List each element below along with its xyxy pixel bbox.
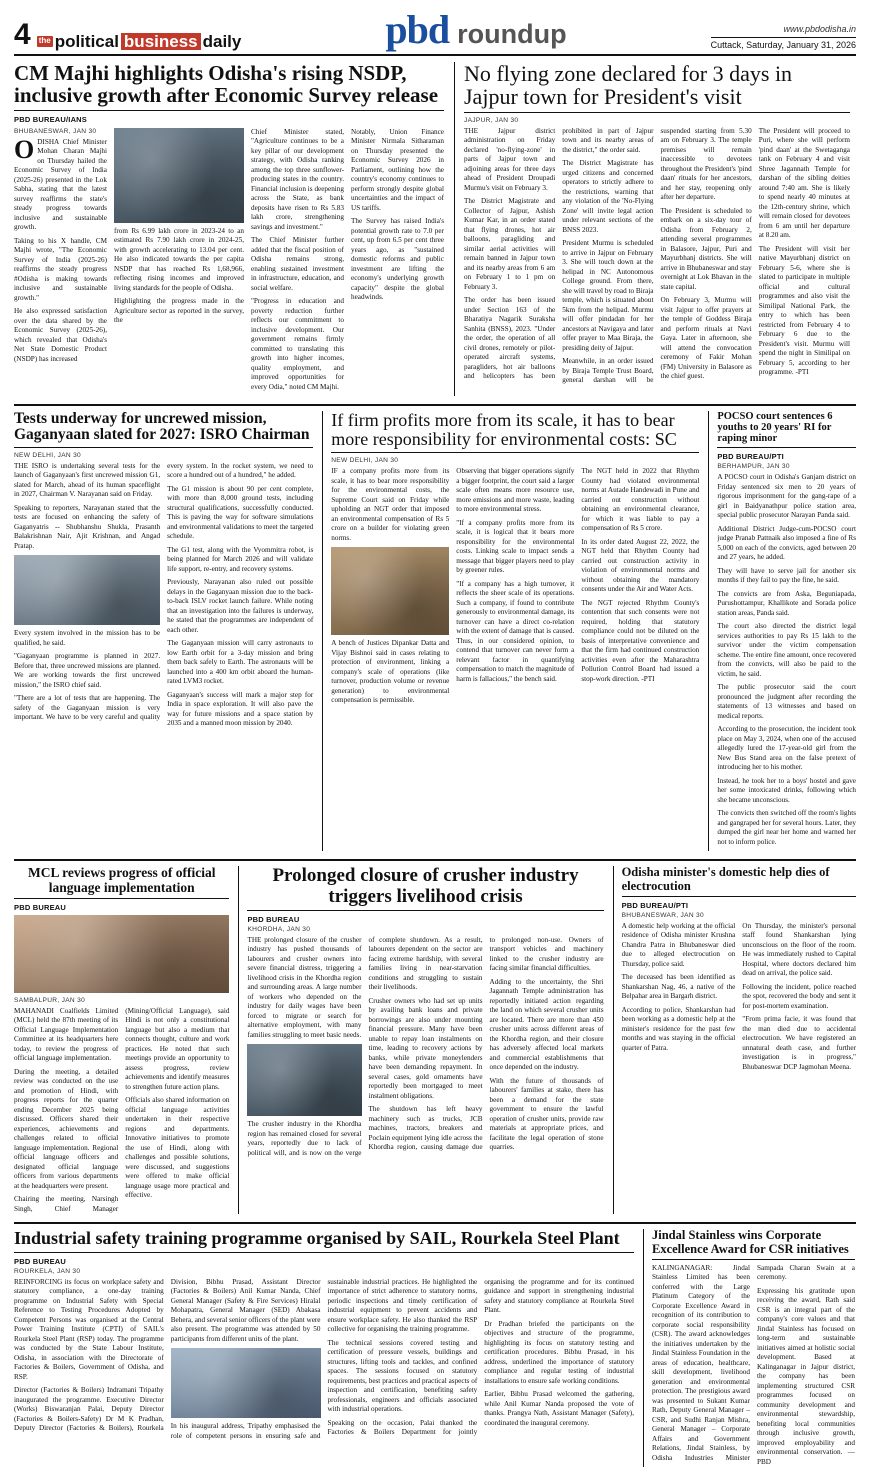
logo-daily: daily <box>202 32 242 51</box>
posco-dateline: BERHAMPUR, JAN 30 <box>717 463 790 471</box>
paragraph: Notably, Union Finance Minister Nirmala Sitharaman on Thursday presented the Economic Survey 2026 in Parliament, outlining how the country's economy continues to perform strongly despite global uncertainties and the impact of US tariffs. <box>351 127 444 212</box>
electrocution-dateline: BHUBANESWAR, JAN 30 <box>621 911 704 919</box>
electrocution-byline: PBD BUREAU/PTI <box>621 900 689 910</box>
paragraph: IF a company profits more from its scale, it has to bear more responsibility for the environmental costs, the Supreme Court said on Friday while upholding an NGT order that imposed an environmental compensation of Rs 5 crore on a builder for violating green norms. <box>331 467 450 542</box>
gaganyaan-story <box>14 411 313 851</box>
paragraph: Officials also shared information on official language activities undertaken in their respective regions and departments. Innovative initiatives to promote the use of Hindi, along with challenges and possible solutions, were discussed, and suggestions were offered to make official language usage more practical and effective. <box>125 1096 230 1200</box>
mcl-body <box>14 1007 229 1215</box>
paragraph: The deceased has been identified as Shankarshan Nag, 46, a native of the Belpahar area in Bargarh district. <box>621 973 736 1001</box>
paragraph: The District Magistrate has urged citizens and concerned operators to strictly adhere to the restrictions, warning that any violation of the 'No-Flying Zone' will invite legal action under relevant sections of the BNSS 2023. <box>562 159 654 234</box>
sail-photo-wrap <box>171 1348 321 1418</box>
no-fly-zone-story <box>454 62 850 396</box>
paragraph: KALINGANAGAR: Jindal Stainless Limited has been conferred with the Large Platinum Category of the Corporate Excellence Award in recognition of its contribution to corporate social responsibility (CSR). The award acknowledges the initiatives undertaken by the Jindal Stainless Foundation in the areas of education, healthcare, skill development, livelihood generation and environmental protection. The prestigious award was presented to Sukant Kumar Rath, Deputy General Manager – CSR, and Sudhi Ranjan Mishra, General Manager – Corporate Affairs and Government Relations, Jindal Stainless, by Odisha Industries Minister Sampada Charan Swain at a ceremony. <box>652 1263 855 1462</box>
paragraph: On Thursday, the minister's personal staff found Shankarshan lying unconscious on the floor of the room. He was immediately rushed to Capital Hospital, where doctors declared him dead on arrival, the police said. <box>742 921 856 978</box>
gaganyaan-photo-wrap <box>14 555 160 625</box>
divider <box>652 1259 855 1260</box>
divider <box>14 1252 634 1253</box>
crusher-photo <box>247 1044 361 1116</box>
no-fly-headline: No flying zone declared for 3 days in Jajpur town for President's visit <box>464 61 793 110</box>
sail-story <box>14 1229 634 1467</box>
jindal-body <box>652 1264 855 1468</box>
mid-section <box>14 404 856 851</box>
paragraph: Gaganyaan's success will mark a major step for India in space exploration. It will also pave the way for future missions and a space station by 2035 and a manned moon mission by 2040. <box>167 690 314 728</box>
mcl-byline: PBD BUREAU <box>14 902 67 912</box>
lead-story <box>14 62 444 396</box>
paragraph: Observing that bigger operations signify a bigger footprint, the court said a larger scale often means more resource use, more emissions and more waste, leading to more environmental stress. <box>456 467 575 514</box>
sail-body <box>14 1278 634 1442</box>
no-fly-dateline: JAJPUR, JAN 30 <box>464 116 519 124</box>
crusher-story <box>238 866 603 1214</box>
masthead-left <box>14 20 241 50</box>
paragraph: The convicts then switched off the room's lights and gangraped her for several hours. Later, they dumped the girl near her home and warned her not to inform police. <box>717 809 856 846</box>
paragraph: "If a company has a high turnover, it reflects the sheer scale of its operations. Such a company, if found to contribute generously to environmental damage, its turnover can have a direct co-relation with the extent of damage that is caused. Thus, in our considered opinion, to contend that turnover can never form a relevant factor in quantifying compensation to match the magnitude of harm is fallacious," the bench said. <box>456 579 575 683</box>
paragraph: MAHANADI Coalfields Limited (MCL) held the 87th meeting of its Official Language Implementation Committee at its headquarters here today, to review the progress of official language implementation. <box>14 1006 119 1063</box>
paragraph: THE prolonged closure of the crusher industry has pushed thousands of labourers and crusher owners into severe financial distress, triggering a livelihood crisis in the Khordha region and surrounding areas. A large number of workers who depended on the industry for daily wages have been forced to migrate or search for alternative employment, with many families struggling to meet basic needs. <box>247 935 362 1039</box>
paragraph: The NGT held in 2022 that Rhythm County had violated environmental norms at Autade Handewadi in Pune and carried out construction without obtaining an environmental clearance, for which it was liable to pay a compensation of Rs 5 crore. <box>581 467 700 533</box>
paragraph: A bench of Justices Dipankar Datta and Vijay Bishnoi said in cases relating to protection of environment, linking a company's scale of operations (like turnover, production volume or revenue generation) to environmental compensation is permissible. <box>331 639 450 705</box>
paragraph: In its order dated August 22, 2022, the NGT held that Rhythm County had carried out construction activity in violation of environmental norms and without obtaining the mandatory consents under the Air and Water Acts. <box>581 537 700 594</box>
lead-story-byline: PBD BUREAU/IANS <box>14 114 88 124</box>
paragraph: "If a company profits more from its scale, it is logical that it bears more responsibility for the environmental costs. Linking scale to impact sends a message that bigger players need to play by greener rules. <box>456 518 575 575</box>
divider <box>331 452 699 453</box>
place-and-date: Cuttack, Saturday, January 31, 2026 <box>711 37 856 50</box>
paragraph: The order has been issued under Section 163 of the Bharatiya Nagarik Suraksha Sanhita (BNSS), 2023. "Under the order, the operation of all civil drones, remotely or pilot-operated aircraft systems, paragliders, hot air balloons and helicopters has been prohibited in part of Jajpur town and its nearby areas of the district," the order said. <box>464 126 654 381</box>
paragraph: Speaking to reporters, Narayanan stated that the tests are focused on enhancing the safety of Gaganyatris -- Shubhanshu Shukla, Prasanth Balakrishnan Nair, Ajit Krishnan, and Angad Pratap. <box>14 503 161 550</box>
logo-political: political <box>54 32 119 51</box>
paragraph: The G1 mission is about 90 per cent complete, with more than 8,000 ground tests, including structural qualifications, successfully conducted. This is paving the way for software simulations and environmental validations to meet the targeted schedule. <box>167 484 314 541</box>
paragraph: According to the prosecution, the incident took place on May 3, 2024, when one of the accused allegedly lured the 17-year-old girl from the New Bus Stand area on the false pretext of introducing her to his mother. <box>717 725 856 772</box>
logo-business: business <box>121 33 201 50</box>
supreme-court-story <box>322 411 699 851</box>
paragraph: With the future of thousands of labourers' families at stake, there has been a demand for the state government to ensure the lawful operation of crusher units, provide raw materials at appropriate prices, and facilitate the legal operation of stone quarries. <box>489 1076 604 1152</box>
lead-col-3 <box>251 128 344 397</box>
paragraph: Chairing the meeting, Narsingh Singh, Chief Manager (Mining/Official Language), said Hindi is not only a constitutional language but also a medium that connects thought, culture and work practices. He noted that such meetings provide an opportunity to assess progress, review achievements and identify measures to strengthen future action plans. <box>14 1006 230 1213</box>
paragraph: REINFORCING its focus on workplace safety and statutory compliance, a one-day training programme on Industrial Safety with Special Reference to Testing Procedures Adopted by Competent Persons was organised at the Central Power Training Institute (CPTI) of SAIL's Rourkela Steel Plant (RSP) today. The programme was conducted by the State Labour Institute, Odisha, in association with the Directorate of Factories & Boilers, Government of Odisha, and RSP. <box>14 1277 164 1381</box>
paragraph: A domestic help working at the official residence of Odisha minister Krushna Chandra Patra in Bhubaneswar died due to alleged electrocution on Thursday, police said. <box>621 921 736 968</box>
website-url: www.pbdodisha.in <box>783 24 856 34</box>
divider <box>14 110 444 111</box>
crusher-body <box>247 936 603 1159</box>
paragraph: The President is scheduled to embark on a six-day tour of Odisha from February 2, attending several programmes in Balasore, Jajpur, Puri and Mayurbhanj districts. She will arrive in Bhubaneswar and stay overnight at Lok Bhavan in the state capital. <box>660 206 752 291</box>
sail-dateline: ROURKELA, JAN 30 <box>14 1267 81 1275</box>
paragraph: A POCSO court in Odisha's Ganjam district on Friday sentenced six men to 20 years of rigorous imprisonment for the gang-rape of a girl in Baidyanathpur police station area, special public prosecutor Narayan Panda said. <box>717 473 856 520</box>
electrocution-body <box>622 922 856 1073</box>
paragraph: During the meeting, a detailed review was conducted on the use and promotion of Hindi, with progress reports for the quarter ending December 2025 being discussed. Officers shared their experiences, achievements and challenges related to official language implementation. Regional official language officers and designated official language officers from various departments at the headquarters were present. <box>14 1067 119 1190</box>
lead-col-1 <box>14 128 107 397</box>
lead-story-headline: CM Majhi highlights Odisha's rising NSDP, inclusive growth after Economic Survey release <box>14 61 439 108</box>
mcl-headline: MCL reviews progress of official language implementation <box>27 865 216 895</box>
page-number: 4 <box>14 18 31 51</box>
top-section <box>14 62 856 396</box>
paragraph: Chief Minister stated, "Agriculture continues to be a key pillar of our development strategy, with Odisha ranking among the top three sunflower-producing states in the country. Financial inclusion is deepening across the State, as bank deposits have risen to Rs 5.83 lakh crore, strengthening savings and investment." <box>251 127 344 231</box>
crusher-byline: PBD BUREAU <box>247 914 300 924</box>
divider <box>247 910 603 911</box>
jindal-headline: Jindal Stainless wins Corporate Excellence Award for CSR initiatives <box>652 1228 849 1256</box>
paragraph: The President will proceed to Puri, where she will perform 'pind daan' at the Swetaganga tank on February 4 and visit Shree Jagannath Temple for darshan of the sibling deities around 7:40 am. She is likely to spend nearly 40 minutes at the 12th-century shrine, which will remain closed for devotees from 6 am until her departure at 8.20 am. <box>758 126 850 240</box>
paragraph: The shutdown has left heavy machinery such as trucks, JCB machines, tractors, breakers and Poclain equipment lying idle across the Khordha region, causing damage due to prolonged non-use. Owners of transport vehicles and machinery linked to the crusher industry are facing similar financial difficulties. <box>368 935 604 1152</box>
crusher-photo-wrap <box>247 1044 361 1116</box>
divider <box>464 112 850 113</box>
paragraph: President Murmu is scheduled to arrive in Jajpur on February 3. She will touch down at the helipad in NC Autonomous College ground. From there, she will travel by road to Biraja temple, which is situated about 5km from the helipad. Murmu will offer pindadan for her ancestors at Navigaya and later offer prayer to Maa Biraja, the presiding deity of Jajpur. <box>562 239 654 352</box>
paragraph: The technical sessions covered testing and certification of pressure vessels, buildings and structures, lifting tools and tackles, and confined spaces. The sessions focused on statutory requirements, best practices and practical aspects of inspection and certification, benefiting safety professionals, engineers and officials associated with industrial operations. <box>327 1338 478 1414</box>
paragraph: THE ISRO is undertaking several tests for the launch of Gaganyaan's first uncrewed mission G1, slated for March, ahead of its human spaceflight in 2027, Chairman V. Narayanan said on Friday. <box>14 461 161 499</box>
gaganyaan-body <box>14 462 313 729</box>
paragraph: Adding to the uncertainty, the Shri Jagannath Temple administration has reportedly initiated action regarding the land on which several crusher units are located. There are more than 450 crusher units across different areas of the Khordha region, and their closure has adversely affected local markets and commercial establishments that once depended on the industry. <box>489 977 604 1072</box>
paragraph: The Survey has raised India's potential growth rate to 7.0 per cent, up from 6.5 per cent three years ago, as "sustained domestic reforms and public investment are lifting the economy's underlying growth capacity" despite the global headwinds. <box>351 217 444 301</box>
paragraph: They will have to serve jail for another six months if they fail to pay the fine, he said. <box>717 566 856 585</box>
sail-headline: Industrial safety training programme organised by SAIL, Rourkela Steel Plant <box>14 1228 620 1249</box>
paragraph: The court also directed the district legal services authorities to pay Rs 15 lakh to the survivor under the victim compensation scheme. The entire fine amount, once recovered from the convicts, will also be paid to the victim, he said. <box>717 622 856 678</box>
paragraph: Crusher owners who had set up units by availing bank loans and private borrowings are also under mounting financial pressure. Many have been unable to repay loan instalments on time, leading to recovery actions by banks, while private moneylenders have been demanding repayment. In several cases, gold ornaments have reportedly been mortgaged to meet instalment obligations. <box>368 996 483 1100</box>
masthead <box>14 7 856 56</box>
sail-photo <box>171 1348 321 1418</box>
logo-the: the <box>38 36 51 46</box>
paragraph: Additional District Judge-cum-POCSO court judge Pranab Pattnaik also imposed a fine of Rs 5,000 on each of the convicts, aged between 20 and 27 years, he added. <box>717 524 856 562</box>
gaganyaan-photo <box>14 555 160 625</box>
bottom-section <box>14 1222 856 1467</box>
paragraph: ODISHA Chief Minister Mohan Charan Majhi on Thursday hailed the Economic Survey of India (2025-26) presented in the Lok Sabha, stating that the latest survey reaffirms the state's steady progress towards inclusive and sustainable growth. <box>14 134 107 231</box>
paragraph: Following the incident, police reached the spot, recovered the body and sent it for post-mortem examination. <box>742 982 856 1010</box>
sc-photo <box>331 547 449 635</box>
gaganyaan-headline: Tests underway for uncrewed mission, Gaganyaan slated for 2027: ISRO Chairman <box>14 410 310 444</box>
lead-story-photo <box>114 128 244 223</box>
paragraph: The crusher industry in the Khordha region has remained closed for several years, reportedly due to lack of political will, and is now on the verge of complete shutdown. As a result, labourers dependent on the sector are facing extreme hardship, with several families living in near-starvation conditions and struggling to sustain their livelihoods. <box>247 935 483 1157</box>
divider <box>14 898 229 899</box>
paragraph: The District Magistrate and Collector of Jajpur, Ashish Kumar Kar, in an order stated that flying drones, hot air balloons, paragliding and similar aerial activities will remain banned in Jajpur town and its nearby areas from 6 am on February 1 to 1 pm on February 3. <box>464 197 556 291</box>
sc-photo-wrap <box>331 547 449 635</box>
paragraph: The convicts are from Aska, Beguniapada, Purushottampur, Khallikote and Sorada police station areas, Panda said. <box>717 589 856 617</box>
lead-col-4 <box>351 128 444 397</box>
paragraph: Director (Factories & Boilers) Indramani Tripathy inaugurated the programme. Executive Director (Works) Biswaranjan Palai, Deputy Director (Factories & Boilers-Safety) Dr M K Pradhan, Deputy Director (Factories & Boilers), Rourkela Division, Bibhu Prasad, Assistant Director (Factories & Boilers) Anil Kumar Nanda, Chief General Manager (Safety & Fire Services) Hiralal Mohapatra, General Manager (SED) Abakasa Behera, and several senior officers of the plant were also present. The programme was attended by 50 participants from different units of the plant. <box>14 1277 321 1433</box>
paragraph: The G1 test, along with the Vyommitra robot, is being planned for March 2026 and will validate life support, re-entry, and recovery systems. <box>167 545 314 573</box>
paragraph: from Rs 6.99 lakh crore in 2023-24 to an estimated Rs 7.90 lakh crore in 2024-25, with growth accelerating to 13.04 per cent. He also indicated towards the per capita NSDP that has reached Rs 1,68,966, reflecting rising incomes and improved living standards for the people of Odisha. <box>114 226 244 292</box>
paragraph: Speaking on the occasion, Palai thanked the Factories & Boilers Department for jointly organising the programme and for its continued guidance and support in strengthening industrial safety and statutory compliance at Rourkela Steel Plant. <box>327 1277 634 1437</box>
divider <box>717 447 856 448</box>
electrocution-headline: Odisha minister's domestic help dies of electrocution <box>621 865 830 893</box>
mcl-story <box>14 866 229 1214</box>
lead-story-body <box>14 128 444 397</box>
paragraph: On February 3, Murmu will visit Jajpur to offer prayers at the temple of Goddess Biraja and perform rituals at Navi Gaya. Later in afternoon, she will attend the convocation ceremony of Fakir Mohan (FM) University in Balasore as the chief guest. <box>660 296 752 381</box>
divider <box>622 896 856 897</box>
no-fly-body <box>464 127 850 386</box>
mcl-dateline: SAMBALPUR, JAN 30 <box>14 996 86 1004</box>
posco-byline: PBD BUREAU/PTI <box>717 452 784 462</box>
gaganyaan-dateline: NEW DELHI, JAN 30 <box>14 451 82 459</box>
paragraph: "Progress in education and poverty reduction further reflects our commitment to inclusive development. Our government remains firmly committed to translating this growth into higher incomes, quality employment, and improved opportunities for every Odia," noted CM Majhi. <box>251 297 344 391</box>
paragraph: Expressing his gratitude upon receiving the award, Rath said CSR is an integral part of the company's core values and that Jindal Stainless has focused on long-term and sustainable initiatives aimed at holistic social development. Based at Kalinganagar in Jajpur district, the company has been implementing structured CSR programmes focused on community development and environmental stewardship, benefiting local communities through inclusive growth, improved employability and environmental conservation. —PBD <box>757 1286 855 1466</box>
paragraph: Taking to his X handle, CM Majhi wrote, "The Economic Survey of India (2025-26) reaffirms the steady progress #Odisha is making towards inclusive and sustainable growth." <box>14 236 107 302</box>
paragraph: "From prima facie, it was found that the man died due to accidental electrocution. We have registered an unnatural death case, and further investigation is in progress," Bhubaneswar DCP Jagmohan Meena. <box>742 1015 856 1071</box>
jindal-story <box>643 1229 855 1467</box>
paragraph: Every system involved in the mission has to be qualified, he said. <box>14 629 161 647</box>
paragraph: According to police, Shankarshan had been working as a domestic help at the minister's residence for the past few months and was staying in the official quarter of Patra. <box>621 1005 736 1052</box>
crusher-dateline: KHORDHA, JAN 30 <box>247 925 311 933</box>
publication-logo <box>37 33 242 50</box>
paragraph: He also expressed satisfaction over the data shared by the Economic Survey (2025-26), which revealed that Odisha's Net State Domestic Product (NSDP) has increased <box>14 307 107 363</box>
sail-byline: PBD BUREAU <box>14 1256 67 1266</box>
paragraph: Dr Pradhan briefed the participants on the objectives and structure of the programme, highlighting its focus on statutory testing and certification procedures. Bibhu Prasad, in his address, underlined the importance of statutory compliance and regular testing of industrial installations to ensure safe working conditions. <box>484 1319 634 1385</box>
paragraph: THE Jajpur district administration on Friday declared 'no-flying-zone' in parts of Jajpur town and adjoining areas for three days ahead of President Droupadi Murmu's visit on February 3. <box>464 126 556 192</box>
paragraph: The President will visit her native Mayurbhanj district on February 5-6, where she is slated to participate in multiple official and cultural programmes and also visit the Similipal National Park, the entry to which has been restricted from February 4 to February 6 due to the President's visit. Murmu will spend the night in Similipal on February 5, according to her programme. -PTI <box>758 244 850 377</box>
third-section <box>14 859 856 1214</box>
paragraph: Meanwhile, in an order issued by Biraja Temple Trust Board, general darshan will be suspended starting from 5.30 am on February 3. The temple premises will remain inaccessible to devotees throughout the President's 'pind daan' rituals for her ancestors, and her stay, reopening only after her departure. <box>562 126 752 385</box>
paragraph: Instead, he took her to a boys' hostel and gave her some intoxicated drinks, following which she became unconscious. <box>717 776 856 804</box>
posco-body <box>717 473 856 847</box>
masthead-title-sub: roundup <box>457 19 567 49</box>
masthead-title-main: pbd <box>385 7 450 52</box>
posco-story <box>708 411 856 851</box>
paragraph: "Gaganyaan programme is planned in 2027. Before that, three uncrewed missions are planned. We are working towards the first uncrewed mission," the ISRO chief said. <box>14 652 161 689</box>
paragraph: Earlier, Bibhu Prasad welcomed the gathering, while Anil Kumar Nanda proposed the vote of thanks. Prangya Nath, Assistant Manager (Safety), coordinated the inaugural ceremony. <box>484 1390 634 1427</box>
paragraph: In his inaugural address, Tripathy emphasised the role of competent persons in ensuring safe and sustainable industrial practices. He highlighted the importance of strict adherence to statutory norms, periodic inspections and timely certification of industrial equipment to prevent accidents and ensure workplace safety. He also thanked the RSP collective for organising the training programme. <box>170 1277 478 1440</box>
mcl-photo <box>14 915 229 993</box>
masthead-right <box>711 24 856 50</box>
masthead-title <box>241 7 710 52</box>
paragraph: The public prosecutor said the court pronounced the judgment after recording the statements of 13 witnesses and based on medical reports. <box>717 683 856 720</box>
lead-col-2 <box>114 128 244 397</box>
lead-story-dateline: BHUBANESWAR, JAN 30 <box>14 127 97 135</box>
sc-body <box>331 467 699 706</box>
paragraph: The Chief Minister further added that the fiscal position of Odisha remains strong, enabling sustained investment in infrastructure, education, and social welfare. <box>251 236 344 292</box>
divider <box>14 447 313 448</box>
crusher-headline: Prolonged closure of crusher industry triggers livelihood crisis <box>272 865 579 907</box>
paragraph: "There are a lot of tests that are happening. The safety of the Gaganyaan mission is very important. We have to be very careful and quality every system. In the rocket system, we need to score a hundred out of a hundred," he added. <box>14 461 314 722</box>
posco-headline: POCSO court sentences 6 youths to 20 years' RI for raping minor <box>717 411 833 445</box>
paragraph: The Gaganyaan mission will carry astronauts to low Earth orbit for a 3-day mission and bring them back safely to Earth. The astronauts will be launched into a 400 km orbit aboard the human-rated LVM3 rocket. <box>167 639 314 686</box>
sc-headline: If firm profits more from its scale, it has to bear more responsibility for environmental costs: SC <box>331 410 677 450</box>
electrocution-story <box>613 866 856 1214</box>
paragraph: Previously, Narayanan also ruled out possible delays in the Gaganyaan mission due to the back-to-back ISLV rocket launch failure. While noting that an investigation into the failures is underway, he stated that the programmes are independent of each other. <box>167 578 314 634</box>
paragraph: Highlighting the progress made in the Agriculture sector as reported in the survey, the <box>114 297 244 324</box>
paragraph: The NGT rejected Rhythm County's contention that such consents were not required, holding that statutory compliance could not be diluted on the basis of interpretative convenience and that the firm had continued construction activities even after the Maharashtra Pollution Control Board had issued a stop-work direction. -PTI <box>581 598 700 683</box>
sc-dateline: NEW DELHI, JAN 30 <box>331 457 399 465</box>
